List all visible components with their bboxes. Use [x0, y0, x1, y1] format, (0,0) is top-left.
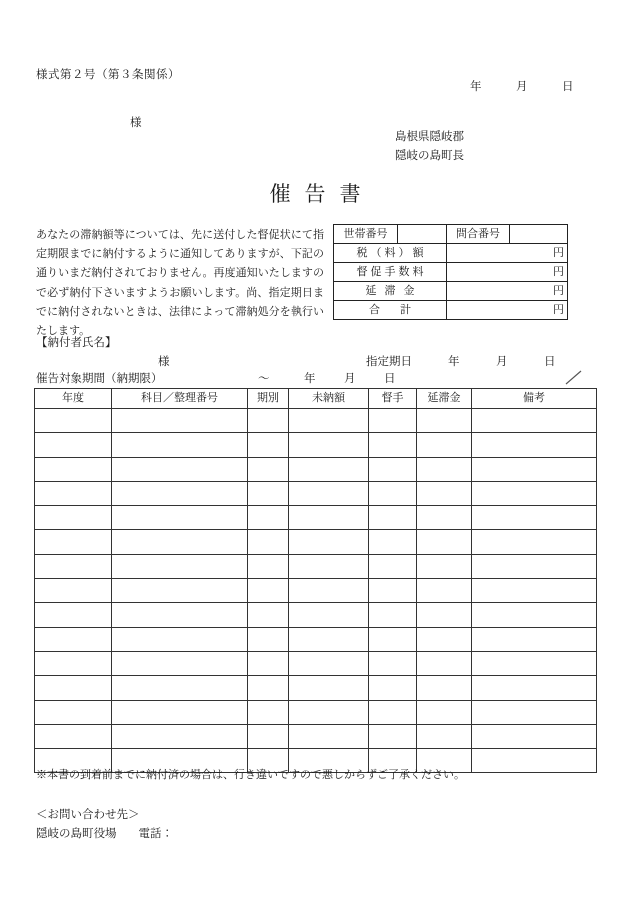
cell-remarks[interactable]	[472, 481, 597, 505]
arrival-note: ※本書の到着前までに納付済の場合は、行き違いですので悪しからずご了承ください。	[36, 769, 465, 781]
table-row	[334, 282, 568, 301]
tax-amount-value[interactable]	[447, 244, 568, 263]
cell-item-number[interactable]	[112, 700, 248, 724]
late-charge-value[interactable]	[447, 282, 568, 301]
cell-term[interactable]	[248, 651, 289, 675]
cell-year[interactable]	[35, 651, 112, 675]
cell-term[interactable]	[248, 579, 289, 603]
cell-term[interactable]	[248, 409, 289, 433]
contact-details	[36, 825, 173, 844]
cell-unpaid-amount[interactable]	[289, 409, 369, 433]
target-period-day-label: 日	[384, 373, 396, 385]
cell-unpaid-amount[interactable]	[289, 651, 369, 675]
cell-year[interactable]	[35, 603, 112, 627]
column-header-item-number: 科目／整理番号	[112, 389, 248, 409]
cell-remarks[interactable]	[472, 433, 597, 457]
cell-demand-fee[interactable]	[369, 481, 417, 505]
cell-unpaid-amount[interactable]	[289, 603, 369, 627]
cell-demand-fee[interactable]	[369, 651, 417, 675]
table-row	[35, 676, 597, 700]
table-row	[35, 724, 597, 748]
household-number-value[interactable]	[398, 225, 447, 244]
form-number: 様式第２号（第３条関係）	[36, 69, 180, 81]
cell-item-number[interactable]	[112, 676, 248, 700]
table-row	[35, 603, 597, 627]
issuer-block	[395, 128, 464, 166]
late-charge-label: 延滞金	[334, 282, 447, 301]
cell-demand-fee[interactable]	[369, 603, 417, 627]
table-header-row	[35, 389, 597, 409]
cell-year[interactable]	[35, 530, 112, 554]
cell-remarks[interactable]	[472, 554, 597, 578]
table-row	[35, 579, 597, 603]
cell-late-charge[interactable]	[417, 724, 472, 748]
table-row	[35, 651, 597, 675]
table-row	[35, 530, 597, 554]
cell-item-number[interactable]	[112, 433, 248, 457]
cell-unpaid-amount[interactable]	[289, 579, 369, 603]
cell-remarks[interactable]	[472, 651, 597, 675]
target-period-label: 催告対象期間（納期限）	[36, 373, 163, 385]
cell-demand-fee[interactable]	[369, 724, 417, 748]
cell-demand-fee[interactable]	[369, 676, 417, 700]
cell-late-charge[interactable]	[417, 603, 472, 627]
household-number-label: 世帯番号	[334, 225, 398, 244]
table-row	[35, 554, 597, 578]
table-row	[334, 263, 568, 282]
cell-item-number[interactable]	[112, 506, 248, 530]
cell-term[interactable]	[248, 724, 289, 748]
cell-term[interactable]	[248, 700, 289, 724]
cell-year[interactable]	[35, 433, 112, 457]
tax-amount-label: 税（料）額	[334, 244, 447, 263]
contact-office-name: 隠岐の島町役場	[36, 828, 117, 840]
slash-mark-icon	[565, 370, 583, 385]
inquiry-number-value[interactable]	[510, 225, 568, 244]
cell-late-charge[interactable]	[417, 676, 472, 700]
cell-term[interactable]	[248, 676, 289, 700]
contact-heading: ＜お問い合わせ先＞	[36, 809, 140, 821]
cell-demand-fee[interactable]	[369, 554, 417, 578]
cell-unpaid-amount[interactable]	[289, 700, 369, 724]
cell-unpaid-amount[interactable]	[289, 676, 369, 700]
total-label: 合計	[334, 301, 447, 320]
cell-remarks[interactable]	[472, 749, 597, 773]
designated-date-month-label: 月	[496, 356, 508, 368]
cell-year[interactable]	[35, 700, 112, 724]
designated-date-year-label: 年	[448, 356, 460, 368]
cell-demand-fee[interactable]	[369, 457, 417, 481]
cell-demand-fee[interactable]	[369, 700, 417, 724]
target-period-month-label: 月	[344, 373, 356, 385]
cell-remarks[interactable]	[472, 676, 597, 700]
total-unit: 円	[553, 304, 564, 316]
cell-unpaid-amount[interactable]	[289, 530, 369, 554]
cell-item-number[interactable]	[112, 554, 248, 578]
cell-year[interactable]	[35, 676, 112, 700]
cell-demand-fee[interactable]	[369, 627, 417, 651]
addressee-honorific: 様	[130, 117, 142, 129]
cell-item-number[interactable]	[112, 530, 248, 554]
target-period-tilde: ～	[258, 373, 270, 385]
cell-term[interactable]	[248, 506, 289, 530]
cell-unpaid-amount[interactable]	[289, 481, 369, 505]
delinquency-detail-table	[34, 388, 597, 773]
table-row	[35, 700, 597, 724]
issuer-line-1: 島根県隠岐郡	[395, 131, 464, 143]
designated-date-line	[366, 353, 556, 369]
cell-term[interactable]	[248, 530, 289, 554]
cell-remarks[interactable]	[472, 530, 597, 554]
cell-unpaid-amount[interactable]	[289, 554, 369, 578]
table-row	[35, 627, 597, 651]
cell-year[interactable]	[35, 579, 112, 603]
cell-remarks[interactable]	[472, 506, 597, 530]
issue-date-day-label: 日	[562, 81, 574, 93]
cell-item-number[interactable]	[112, 579, 248, 603]
cell-late-charge[interactable]	[417, 457, 472, 481]
table-row	[334, 301, 568, 320]
cell-remarks[interactable]	[472, 457, 597, 481]
cell-demand-fee[interactable]	[369, 433, 417, 457]
cell-late-charge[interactable]	[417, 554, 472, 578]
cell-item-number[interactable]	[112, 724, 248, 748]
cell-late-charge[interactable]	[417, 481, 472, 505]
cell-late-charge[interactable]	[417, 506, 472, 530]
cell-year[interactable]	[35, 554, 112, 578]
table-row	[35, 433, 597, 457]
cell-year[interactable]	[35, 457, 112, 481]
inquiry-number-label: 問合番号	[447, 225, 510, 244]
target-period-year-label: 年	[304, 373, 316, 385]
cell-term[interactable]	[248, 481, 289, 505]
late-charge-unit: 円	[553, 285, 564, 297]
cell-late-charge[interactable]	[417, 433, 472, 457]
cell-item-number[interactable]	[112, 481, 248, 505]
cell-demand-fee[interactable]	[369, 409, 417, 433]
cell-unpaid-amount[interactable]	[289, 433, 369, 457]
payer-name-honorific: 様	[158, 356, 170, 368]
cell-year[interactable]	[35, 724, 112, 748]
contact-block	[36, 806, 173, 844]
cell-unpaid-amount[interactable]	[289, 724, 369, 748]
amounts-table	[333, 224, 568, 320]
column-header-demand-fee: 督手	[369, 389, 417, 409]
cell-demand-fee[interactable]	[369, 579, 417, 603]
table-row	[35, 457, 597, 481]
cell-term[interactable]	[248, 433, 289, 457]
cell-late-charge[interactable]	[417, 409, 472, 433]
cell-item-number[interactable]	[112, 457, 248, 481]
demand-fee-label: 督促手数料	[334, 263, 447, 282]
cell-item-number[interactable]	[112, 651, 248, 675]
designated-date-day-label: 日	[544, 356, 556, 368]
issuer-line-2: 隠岐の島町長	[395, 150, 464, 162]
page-title: 催告書	[269, 182, 375, 206]
issue-date-year-label: 年	[470, 81, 482, 93]
cell-unpaid-amount[interactable]	[289, 506, 369, 530]
cell-remarks[interactable]	[472, 700, 597, 724]
column-header-unpaid-amount: 未納額	[289, 389, 369, 409]
column-header-late-charge: 延滞金	[417, 389, 472, 409]
issue-date-month-label: 月	[516, 81, 528, 93]
cell-demand-fee[interactable]	[369, 530, 417, 554]
cell-late-charge[interactable]	[417, 651, 472, 675]
column-header-remarks: 備考	[472, 389, 597, 409]
cell-late-charge[interactable]	[417, 627, 472, 651]
demand-fee-value[interactable]	[447, 263, 568, 282]
cell-remarks[interactable]	[472, 603, 597, 627]
cell-demand-fee[interactable]	[369, 506, 417, 530]
body-paragraph: あなたの滞納額等については、先に送付した督促状にて指定期限までに納付するように通知してありますが、下記の通りいまだ納付されておりません。再度通知いたしますので必ず納付下さいますようお願いします。尚、指定期日までに納付されないときは、法律によって滞納処分を執行いたします。	[36, 229, 324, 338]
issue-date-line	[470, 78, 574, 94]
column-header-year: 年度	[35, 389, 112, 409]
table-row	[35, 506, 597, 530]
table-row	[35, 409, 597, 433]
table-row	[334, 225, 568, 244]
cell-remarks[interactable]	[472, 627, 597, 651]
cell-late-charge[interactable]	[417, 579, 472, 603]
designated-date-label: 指定期日	[366, 356, 412, 368]
cell-remarks[interactable]	[472, 579, 597, 603]
payer-name-heading: 【納付者氏名】	[36, 337, 117, 349]
tax-amount-unit: 円	[553, 247, 564, 259]
column-header-term: 期別	[248, 389, 289, 409]
cell-item-number[interactable]	[112, 409, 248, 433]
cell-unpaid-amount[interactable]	[289, 627, 369, 651]
cell-year[interactable]	[35, 409, 112, 433]
cell-year[interactable]	[35, 627, 112, 651]
cell-year[interactable]	[35, 481, 112, 505]
cell-remarks[interactable]	[472, 724, 597, 748]
cell-term[interactable]	[248, 554, 289, 578]
table-row	[35, 481, 597, 505]
cell-unpaid-amount[interactable]	[289, 457, 369, 481]
target-period-line	[36, 370, 596, 386]
cell-term[interactable]	[248, 627, 289, 651]
cell-year[interactable]	[35, 506, 112, 530]
cell-term[interactable]	[248, 457, 289, 481]
cell-item-number[interactable]	[112, 627, 248, 651]
demand-fee-unit: 円	[553, 266, 564, 278]
total-value[interactable]	[447, 301, 568, 320]
cell-term[interactable]	[248, 603, 289, 627]
cell-item-number[interactable]	[112, 603, 248, 627]
cell-late-charge[interactable]	[417, 700, 472, 724]
table-row	[334, 244, 568, 263]
contact-phone-label: 電話：	[138, 828, 173, 840]
cell-remarks[interactable]	[472, 409, 597, 433]
cell-late-charge[interactable]	[417, 530, 472, 554]
